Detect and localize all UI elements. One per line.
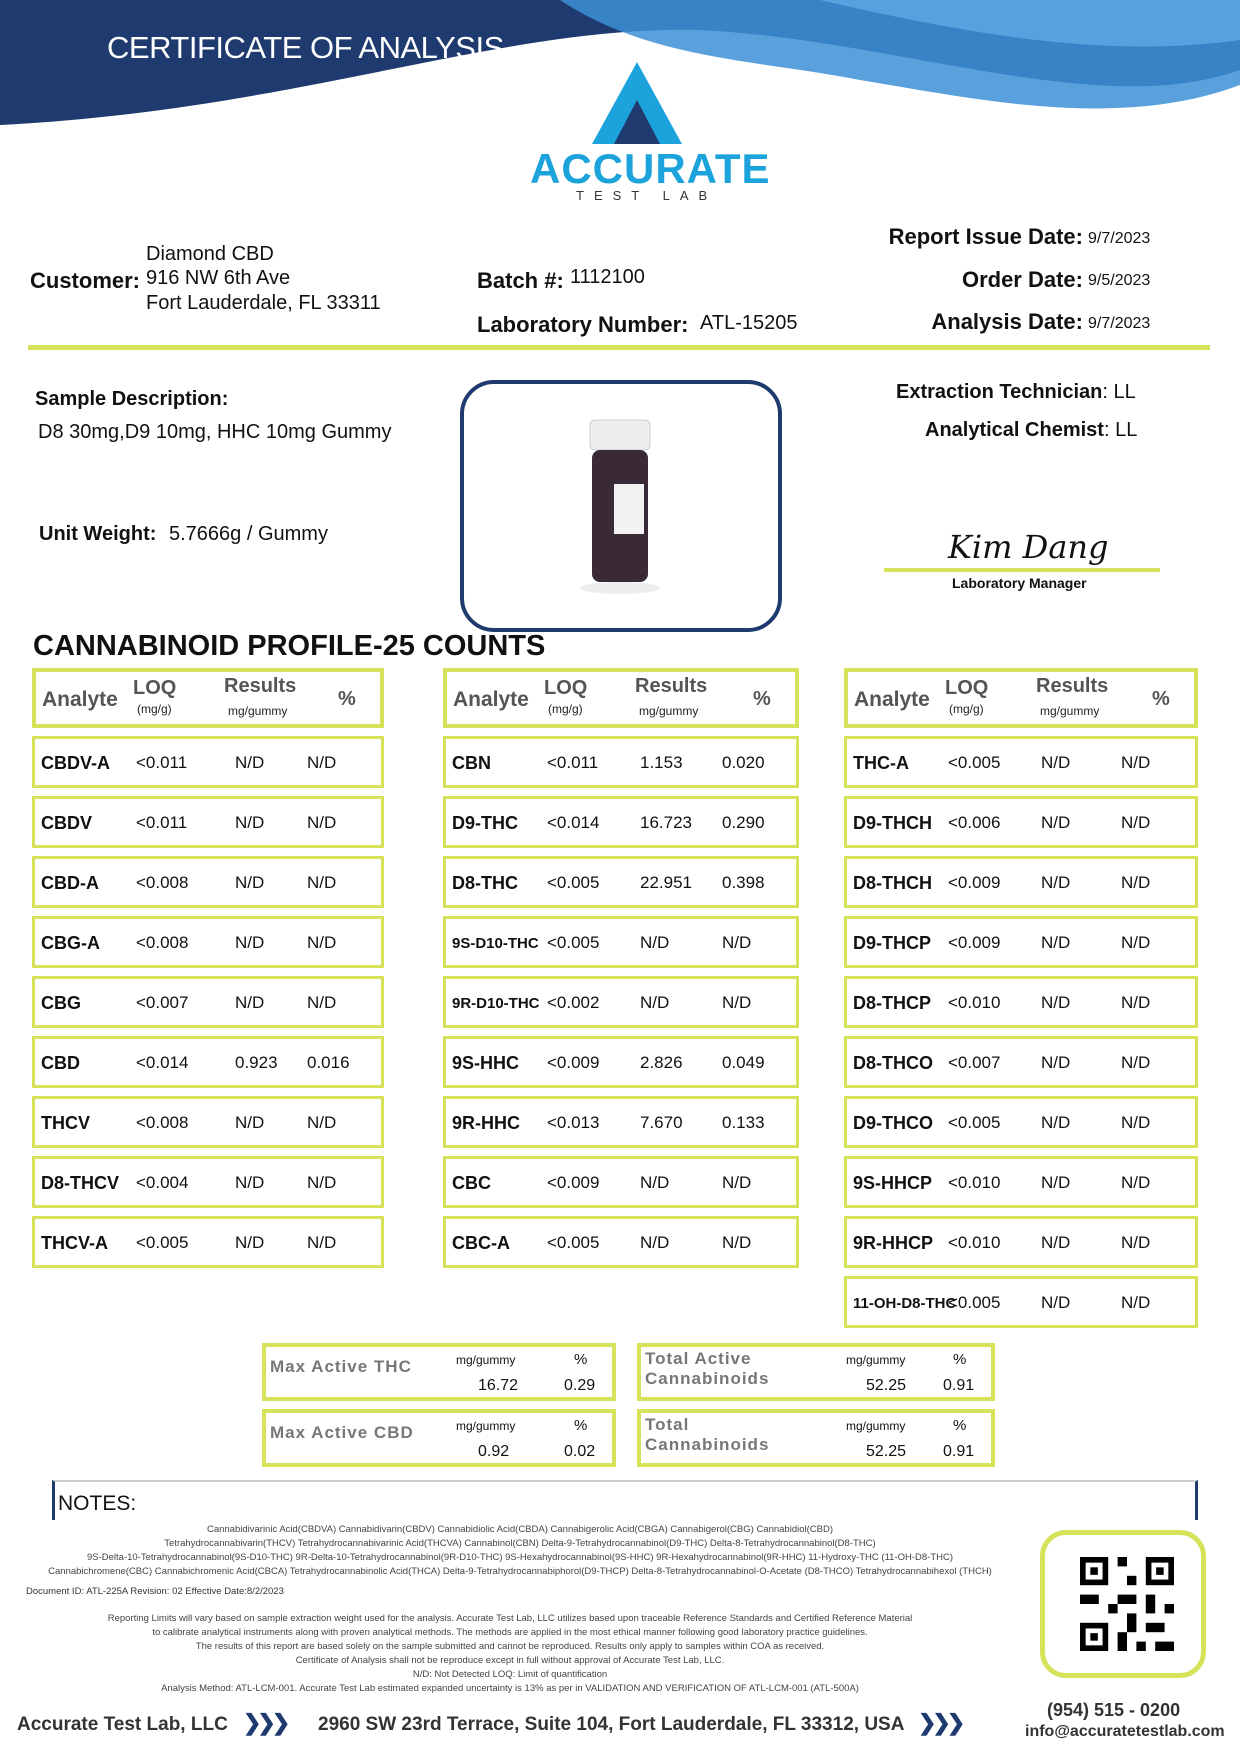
percent-value: N/D	[1121, 753, 1151, 772]
analyte-name: 9R-HHCP	[853, 1233, 934, 1253]
summary-percent-value: 0.29	[564, 1377, 596, 1394]
signature-line	[884, 568, 1160, 572]
analyte-name: D9-THC	[452, 813, 518, 833]
analytical-chemist-value: : LL	[1103, 419, 1138, 441]
table-row	[443, 1156, 799, 1208]
result-value: N/D	[1041, 753, 1071, 772]
result-value: N/D	[235, 1113, 265, 1132]
analyte-name: D8-THCP	[853, 993, 932, 1013]
summary-box	[637, 1409, 995, 1467]
percent-value: N/D	[307, 813, 337, 832]
analyte-name: THCV	[41, 1113, 90, 1133]
percent-value: N/D	[1121, 873, 1151, 892]
unit-weight-value: 5.7666g / Gummy	[169, 523, 328, 545]
loq-value: <0.014	[547, 813, 600, 832]
result-value: N/D	[235, 1233, 265, 1252]
analyte-name: CBG	[41, 993, 81, 1013]
analyte-name: D8-THCV	[41, 1173, 120, 1193]
table-row	[443, 856, 799, 908]
percent-value: N/D	[307, 1113, 337, 1132]
header-loq-unit: (mg/g)	[137, 702, 172, 716]
order-date: 9/5/2023	[1088, 272, 1151, 289]
percent-value: N/D	[1121, 993, 1151, 1012]
table-row	[844, 1216, 1198, 1268]
batch-value: 1112100	[570, 266, 645, 288]
analyte-name: CBC-A	[452, 1233, 510, 1253]
loq-value: <0.005	[948, 1293, 1001, 1312]
analyte-name: CBDV-A	[41, 753, 111, 773]
percent-value: 0.020	[722, 753, 765, 772]
analyte-name: 11-OH-D8-THC	[853, 1295, 957, 1312]
loq-value: <0.005	[136, 1233, 189, 1252]
percent-value: 0.049	[722, 1053, 765, 1072]
analysis-date-label: Analysis Date:	[931, 309, 1083, 334]
table-row	[443, 916, 799, 968]
chevrons-icon: ❯❯❯	[243, 1710, 287, 1735]
analyte-name: CBN	[452, 753, 491, 773]
loq-value: <0.010	[948, 1173, 1001, 1192]
summary-mg-value: 52.25	[866, 1443, 907, 1460]
header-results: Results	[224, 675, 297, 697]
percent-value: N/D	[722, 1233, 752, 1252]
loq-value: <0.010	[948, 1233, 1001, 1252]
lab-number-value: ATL-15205	[700, 312, 798, 334]
analyte-name: CBD	[41, 1053, 80, 1073]
summary-percent-label: %	[953, 1417, 967, 1434]
result-value: N/D	[1041, 873, 1071, 892]
result-value: 2.826	[640, 1053, 683, 1072]
loq-value: <0.013	[547, 1113, 600, 1132]
report-date-label: Report Issue Date:	[888, 224, 1083, 249]
result-value: N/D	[1041, 1053, 1071, 1072]
analyte-name: D9-THCP	[853, 933, 932, 953]
result-value: N/D	[1041, 933, 1071, 952]
result-value: 7.670	[640, 1113, 683, 1132]
percent-value: N/D	[722, 993, 752, 1012]
result-value: N/D	[640, 1173, 670, 1192]
analyte-name: D9-THCO	[853, 1113, 933, 1133]
table-row	[32, 796, 384, 848]
percent-value: N/D	[307, 1233, 337, 1252]
table-row	[844, 1036, 1198, 1088]
summary-box	[262, 1409, 616, 1467]
sample-label: Sample Description:	[35, 388, 229, 410]
percent-value: N/D	[1121, 1173, 1151, 1192]
header-analyte: Analyte	[854, 688, 930, 711]
table-row	[844, 1096, 1198, 1148]
customer-label: Customer:	[30, 268, 141, 293]
percent-value: N/D	[1121, 1233, 1151, 1252]
percent-value: N/D	[307, 933, 337, 952]
loq-value: <0.005	[948, 753, 1001, 772]
disclaimer-line: N/D: Not Detected LOQ: Limit of quantification	[412, 1669, 608, 1680]
notes-line: Cannabichromene(CBC) Cannabichromenic Acid(CBCA) Tetrahydrocannabinolic Acid(THCA) Delta-9-Tetrahydrocannabiphorol(D9-THCP) Delta-8-Tetrahydrocannabinol-O-Acetate (D8-THCO) Tetrahydrocannabihexol (THCH)	[48, 1566, 992, 1577]
header-percent: %	[1152, 688, 1170, 710]
table-row	[32, 1096, 384, 1148]
summary-unit: mg/gummy	[456, 1419, 516, 1433]
header-results-unit: mg/gummy	[639, 704, 699, 718]
percent-value: N/D	[1121, 813, 1151, 832]
result-value: N/D	[235, 753, 265, 772]
summary-mg-value: 16.72	[478, 1377, 519, 1394]
footer-company: Accurate Test Lab, LLC	[17, 1714, 228, 1735]
header-results-unit: mg/gummy	[228, 704, 288, 718]
unit-weight-label: Unit Weight:	[39, 523, 157, 545]
table-header	[844, 668, 1198, 728]
summary-percent-value: 0.02	[564, 1443, 596, 1460]
loq-value: <0.005	[547, 1233, 600, 1252]
vial-icon	[464, 384, 778, 628]
qr-code-icon[interactable]	[1080, 1557, 1174, 1651]
header-percent: %	[753, 688, 771, 710]
summary-unit: mg/gummy	[846, 1419, 906, 1433]
chevrons-icon: ❯❯❯	[918, 1710, 962, 1735]
manager-title: Laboratory Manager	[952, 575, 1087, 591]
result-value: N/D	[640, 1233, 670, 1252]
loq-value: <0.005	[948, 1113, 1001, 1132]
result-value: N/D	[1041, 1293, 1071, 1312]
table-row	[844, 1276, 1198, 1328]
summary-percent-label: %	[574, 1417, 588, 1434]
disclaimer-line: The results of this report are based solely on the sample submitted and cannot be reproduced. Results only apply to samples within COA as received.	[195, 1641, 825, 1652]
extraction-technician-label: Extraction Technician	[896, 381, 1103, 403]
summary-percent-label: %	[574, 1351, 588, 1368]
result-value: N/D	[1041, 1113, 1071, 1132]
notes-line: Cannabidivarinic Acid(CBDVA) Cannabidivarin(CBDV) Cannabidiolic Acid(CBDA) Cannabigerolic Acid(CBGA) Cannabigerol(CBG) Cannabidiol(CBD)	[206, 1524, 834, 1535]
table-row	[32, 736, 384, 788]
result-value: 22.951	[640, 873, 692, 892]
loq-value: <0.010	[948, 993, 1001, 1012]
summary-label: Max Active CBD	[270, 1423, 414, 1442]
percent-value: N/D	[1121, 1293, 1151, 1312]
result-value: N/D	[235, 873, 265, 892]
table-row	[32, 856, 384, 908]
disclaimer	[10, 1612, 1010, 1696]
table-row	[844, 796, 1198, 848]
summary-percent-value: 0.91	[943, 1443, 975, 1460]
table-row	[443, 1216, 799, 1268]
header-loq-unit: (mg/g)	[949, 702, 984, 716]
summary-percent-value: 0.91	[943, 1377, 975, 1394]
customer-address1: 916 NW 6th Ave	[146, 267, 291, 289]
result-value: N/D	[1041, 993, 1071, 1012]
table-row	[844, 856, 1198, 908]
disclaimer-line: Certificate of Analysis shall not be reproduce except in full without approval of Accurate Test Lab, LLC.	[295, 1655, 725, 1666]
header-analyte: Analyte	[453, 688, 529, 711]
result-value: N/D	[235, 813, 265, 832]
disclaimer-line: to calibrate analytical instruments along with proven analytical methods. The methods are applied in the most ethical manner following good laboratory practice guidelines.	[152, 1627, 868, 1638]
percent-value: 0.398	[722, 873, 765, 892]
result-value: N/D	[235, 1173, 265, 1192]
percent-value: 0.133	[722, 1113, 765, 1132]
footer-email[interactable]: info@accuratetestlab.com	[1025, 1723, 1225, 1740]
percent-value: N/D	[722, 1173, 752, 1192]
table-row	[844, 1156, 1198, 1208]
table-row	[32, 1216, 384, 1268]
analyte-name: 9S-HHC	[452, 1053, 520, 1073]
header-results: Results	[1036, 675, 1109, 697]
analyte-name: 9S-D10-THC	[452, 935, 539, 952]
loq-value: <0.005	[547, 873, 600, 892]
summary-unit: mg/gummy	[846, 1353, 906, 1367]
page-title: CERTIFICATE OF ANALYSIS	[107, 30, 504, 65]
table-row	[443, 976, 799, 1028]
percent-value: 0.016	[307, 1053, 350, 1072]
profile-title: CANNABINOID PROFILE-25 COUNTS	[33, 630, 546, 662]
result-value: N/D	[1041, 1173, 1071, 1192]
summary-unit: mg/gummy	[456, 1353, 516, 1367]
percent-value: N/D	[1121, 1113, 1151, 1132]
order-date-label: Order Date:	[961, 267, 1083, 292]
analyte-name: THC-A	[853, 753, 909, 773]
loq-value: <0.009	[547, 1053, 600, 1072]
analyte-name: D8-THCO	[853, 1053, 933, 1073]
table-header	[443, 668, 799, 728]
result-value: N/D	[640, 933, 670, 952]
footer-phone[interactable]: (954) 515 - 0200	[1047, 1700, 1181, 1720]
extraction-technician-value: : LL	[1102, 381, 1136, 403]
customer-address2: Fort Lauderdale, FL 33311	[146, 292, 381, 314]
signature: Kim Dang	[948, 528, 1109, 566]
analytical-chemist-label: Analytical Chemist	[925, 419, 1104, 441]
analyte-name: 9S-HHCP	[853, 1173, 933, 1193]
notes-abbreviations	[10, 1523, 1030, 1579]
loq-value: <0.005	[547, 933, 600, 952]
table-row	[32, 1036, 384, 1088]
result-value: N/D	[235, 993, 265, 1012]
divider	[28, 345, 1210, 350]
summary-percent-label: %	[953, 1351, 967, 1368]
percent-value: N/D	[307, 753, 337, 772]
loq-value: <0.002	[547, 993, 600, 1012]
percent-value: N/D	[307, 993, 337, 1012]
sample-description: D8 30mg,D9 10mg, HHC 10mg Gummy	[38, 421, 392, 443]
result-value: 0.923	[235, 1053, 278, 1072]
table-row	[844, 736, 1198, 788]
header-analyte: Analyte	[42, 688, 118, 711]
result-value: 1.153	[640, 753, 683, 772]
loq-value: <0.004	[136, 1173, 189, 1192]
table-row	[32, 1156, 384, 1208]
summary-mg-value: 52.25	[866, 1377, 907, 1394]
product-photo	[460, 380, 782, 632]
extraction-technician	[896, 381, 1136, 404]
result-value: N/D	[235, 933, 265, 952]
table-row	[32, 916, 384, 968]
customer-name: Diamond CBD	[146, 243, 274, 265]
loq-value: <0.014	[136, 1053, 189, 1072]
percent-value: N/D	[722, 933, 752, 952]
analyte-name: D8-THC	[452, 873, 518, 893]
analytical-chemist	[925, 419, 1137, 442]
analyte-name: 9R-D10-THC	[452, 995, 540, 1012]
document-id: Document ID: ATL-225A Revision: 02 Effective Date:8/2/2023	[26, 1586, 284, 1597]
lab-number-label: Laboratory Number:	[477, 312, 689, 337]
batch-label: Batch #:	[477, 268, 564, 293]
result-value: 16.723	[640, 813, 692, 832]
table-row	[443, 736, 799, 788]
logo-icon	[592, 62, 682, 144]
disclaimer-line: Reporting Limits will vary based on sample extraction weight used for the analysis. Accurate Test Lab, LLC utilizes based upon traceable Reference Standards and Certified Reference Material	[107, 1613, 913, 1624]
footer-address: 2960 SW 23rd Terrace, Suite 104, Fort Lauderdale, FL 33312, USA	[318, 1714, 905, 1735]
percent-value: N/D	[1121, 933, 1151, 952]
table-row	[32, 976, 384, 1028]
loq-value: <0.009	[948, 873, 1001, 892]
percent-value: N/D	[307, 873, 337, 892]
analyte-name: THCV-A	[41, 1233, 108, 1253]
table-row	[443, 796, 799, 848]
loq-value: <0.009	[547, 1173, 600, 1192]
loq-value: <0.008	[136, 1113, 189, 1132]
notes-line: 9S-Delta-10-Tetrahydrocannabinol(9S-D10-THC) 9R-Delta-10-Tetrahydrocannabinol(9R-D10-THC) 9S-Hexahydrocannabinol(9S-HHC) 9R-Hexahydrocannabinol(9R-HHC) 11-Hydroxy-THC (11-OH-D8-THC)	[86, 1552, 954, 1563]
table-row	[443, 1096, 799, 1148]
result-value: N/D	[1041, 813, 1071, 832]
percent-value: N/D	[307, 1173, 337, 1192]
analyte-name: 9R-HHC	[452, 1113, 521, 1133]
loq-value: <0.007	[948, 1053, 1001, 1072]
notes-label: NOTES:	[58, 1492, 137, 1515]
result-value: N/D	[640, 993, 670, 1012]
header-percent: %	[338, 688, 356, 710]
header-loq: LOQ	[945, 677, 989, 699]
qr-code-frame	[1040, 1530, 1206, 1678]
report-date: 9/7/2023	[1088, 230, 1151, 247]
header-results: Results	[635, 675, 708, 697]
summary-box	[262, 1343, 616, 1401]
analysis-date: 9/7/2023	[1088, 315, 1151, 332]
loq-value: <0.011	[136, 813, 188, 832]
header-loq: LOQ	[133, 677, 177, 699]
summary-label: Total Active Cannabinoids	[645, 1349, 770, 1388]
table-header	[32, 668, 384, 728]
table-row	[844, 916, 1198, 968]
notes-line: Tetrahydrocannabivarin(THCV) Tetrahydrocannabivarinic Acid(THCVA) Cannabinol(CBN) Delta-9-Tetrahydrocannabinol(D9-THC) Delta-8-Tetrahydrocannabinol(D8-THC)	[164, 1538, 876, 1549]
header-results-unit: mg/gummy	[1040, 704, 1100, 718]
analyte-name: CBG-A	[41, 933, 100, 953]
percent-value: N/D	[1121, 1053, 1151, 1072]
summary-box	[637, 1343, 995, 1401]
loq-value: <0.006	[948, 813, 1001, 832]
header-loq-unit: (mg/g)	[548, 702, 583, 716]
loq-value: <0.008	[136, 873, 189, 892]
logo-subtitle: TEST LAB	[576, 188, 718, 203]
loq-value: <0.007	[136, 993, 189, 1012]
analyte-name: CBC	[452, 1173, 491, 1193]
table-row	[443, 1036, 799, 1088]
summary-label: Max Active THC	[270, 1357, 412, 1376]
loq-value: <0.008	[136, 933, 189, 952]
loq-value: <0.011	[136, 753, 188, 772]
disclaimer-line: Analysis Method: ATL-LCM-001. Accurate Test Lab estimated expanded uncertainty is 13% as per in VALIDATION AND VERIFICATION OF ATL-LCM-001 (ATL-500A)	[161, 1683, 859, 1694]
analyte-name: CBDV	[41, 813, 93, 833]
loq-value: <0.011	[547, 753, 599, 772]
analyte-name: D8-THCH	[853, 873, 932, 893]
percent-value: 0.290	[722, 813, 765, 832]
summary-mg-value: 0.92	[478, 1443, 510, 1460]
analyte-name: CBD-A	[41, 873, 99, 893]
logo-name: ACCURATE	[530, 145, 771, 192]
header-loq: LOQ	[544, 677, 588, 699]
notes-box	[52, 1480, 1198, 1520]
analyte-name: D9-THCH	[853, 813, 932, 833]
result-value: N/D	[1041, 1233, 1071, 1252]
summary-label: Total Cannabinoids	[645, 1415, 770, 1454]
table-row	[844, 976, 1198, 1028]
loq-value: <0.009	[948, 933, 1001, 952]
